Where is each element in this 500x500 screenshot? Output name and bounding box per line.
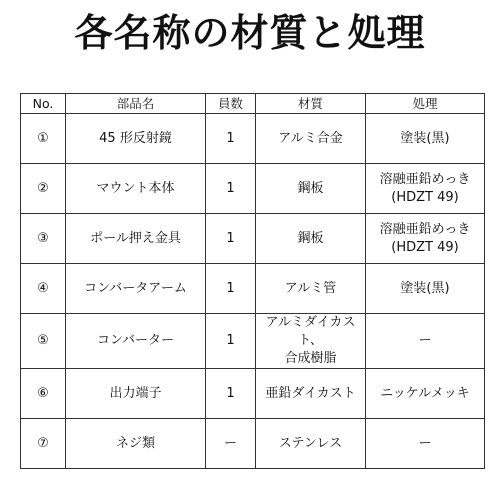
process-line: (HDZT 49) bbox=[391, 239, 459, 255]
material-line: ステンレス bbox=[278, 435, 343, 451]
cell-no: ⑦ bbox=[21, 419, 66, 469]
cell-part-name: マウント本体 bbox=[66, 164, 206, 214]
cell-no: ③ bbox=[21, 214, 66, 264]
table-header-row bbox=[21, 94, 485, 114]
cell-process bbox=[366, 214, 485, 264]
process-line: 溶融亜鉛めっき bbox=[379, 171, 471, 187]
cell-process bbox=[366, 164, 485, 214]
table-row bbox=[21, 114, 485, 164]
cell-no: ① bbox=[21, 114, 66, 164]
cell-material bbox=[256, 214, 366, 264]
cell-part-name: コンバーター bbox=[66, 314, 206, 369]
cell-process bbox=[366, 114, 485, 164]
material-line: アルミ合金 bbox=[278, 130, 343, 146]
cell-quantity: 1 bbox=[206, 114, 256, 164]
process-line: (HDZT 49) bbox=[391, 189, 459, 205]
cell-quantity: 1 bbox=[206, 164, 256, 214]
header-part-name: 部品名 bbox=[66, 94, 206, 114]
process-line: 塗装(黒) bbox=[400, 130, 450, 146]
cell-process bbox=[366, 314, 485, 369]
cell-quantity: 1 bbox=[206, 264, 256, 314]
table-row bbox=[21, 314, 485, 369]
page-title: 各名称の材質と処理 bbox=[74, 11, 426, 55]
process-line: ー bbox=[418, 435, 432, 451]
table-row bbox=[21, 419, 485, 469]
header-quantity: 員数 bbox=[206, 94, 256, 114]
cell-part-name: ネジ類 bbox=[66, 419, 206, 469]
cell-no: ⑤ bbox=[21, 314, 66, 369]
cell-part-name: コンバータアーム bbox=[66, 264, 206, 314]
cell-quantity: 1 bbox=[206, 214, 256, 264]
table-row bbox=[21, 164, 485, 214]
material-line: 合成樹脂 bbox=[284, 351, 337, 366]
header-material: 材質 bbox=[256, 94, 366, 114]
cell-no: ② bbox=[21, 164, 66, 214]
cell-process bbox=[366, 419, 485, 469]
cell-material bbox=[256, 369, 366, 419]
cell-process bbox=[366, 369, 485, 419]
cell-material bbox=[256, 419, 366, 469]
table-row bbox=[21, 264, 485, 314]
table-row bbox=[21, 214, 485, 264]
cell-part-name: 出力端子 bbox=[66, 369, 206, 419]
process-line: 溶融亜鉛めっき bbox=[379, 221, 471, 237]
material-line: 亜鉛ダイカスト bbox=[265, 385, 356, 401]
cell-material bbox=[256, 114, 366, 164]
process-line: ー bbox=[418, 333, 432, 348]
materials-table bbox=[20, 93, 485, 469]
header-no: No. bbox=[21, 94, 66, 114]
cell-process bbox=[366, 264, 485, 314]
material-line: アルミダイカスト、 bbox=[265, 315, 356, 348]
cell-material bbox=[256, 164, 366, 214]
process-line: 塗装(黒) bbox=[400, 280, 450, 296]
cell-part-name: 45 形反射鏡 bbox=[66, 114, 206, 164]
material-line: 鋼板 bbox=[297, 180, 324, 196]
cell-no: ④ bbox=[21, 264, 66, 314]
cell-material bbox=[256, 264, 366, 314]
cell-quantity: ー bbox=[206, 419, 256, 469]
cell-quantity: 1 bbox=[206, 314, 256, 369]
cell-no: ⑥ bbox=[21, 369, 66, 419]
cell-quantity: 1 bbox=[206, 369, 256, 419]
cell-part-name: ポール押え金具 bbox=[66, 214, 206, 264]
material-line: アルミ管 bbox=[284, 280, 337, 296]
table-row bbox=[21, 369, 485, 419]
cell-material bbox=[256, 314, 366, 369]
material-line: 鋼板 bbox=[297, 230, 324, 246]
process-line: ニッケルメッキ bbox=[380, 385, 470, 401]
header-process: 処理 bbox=[366, 94, 485, 114]
